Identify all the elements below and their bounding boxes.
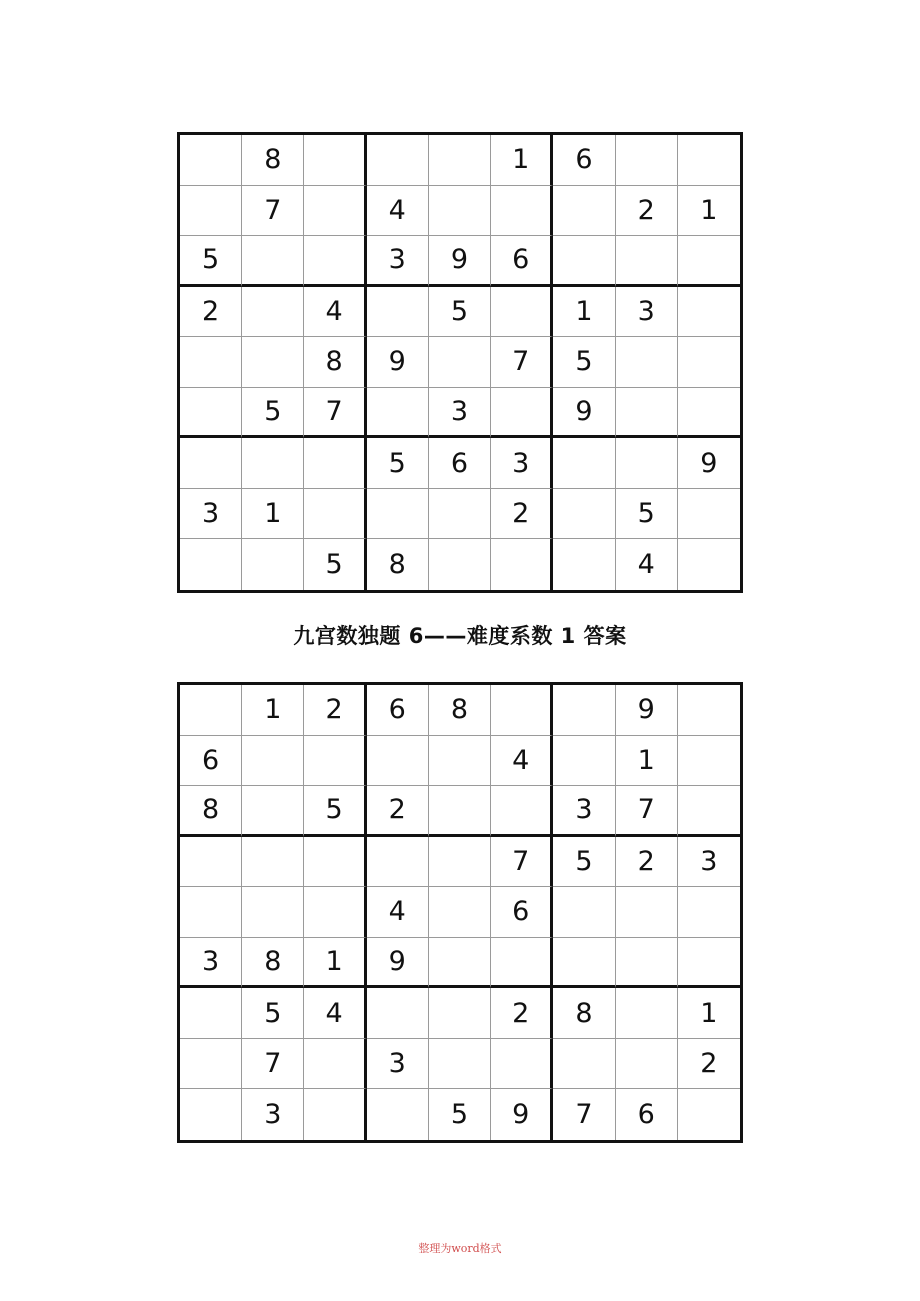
sudoku-cell: 2 [678, 1039, 740, 1090]
sudoku-cell [304, 1039, 366, 1090]
sudoku-cell [678, 287, 740, 338]
sudoku-cell [367, 287, 429, 338]
sudoku-cell [180, 685, 242, 736]
sudoku-cell: 9 [616, 685, 678, 736]
sudoku-cell: 7 [242, 186, 304, 237]
sudoku-cell: 8 [304, 337, 366, 388]
sudoku-cell: 5 [367, 438, 429, 489]
sudoku-cell [491, 388, 553, 439]
sudoku-cell [304, 489, 366, 540]
sudoku-cell [491, 938, 553, 989]
sudoku-cell [429, 736, 491, 787]
sudoku-cell: 2 [180, 287, 242, 338]
sudoku-cell [367, 388, 429, 439]
sudoku-cell [491, 1039, 553, 1090]
sudoku-cell: 9 [429, 236, 491, 287]
sudoku-cell [304, 736, 366, 787]
sudoku-cell: 3 [678, 837, 740, 888]
sudoku-cell: 8 [367, 539, 429, 590]
sudoku-cell [180, 1089, 242, 1140]
sudoku-cell: 2 [304, 685, 366, 736]
sudoku-cell [304, 1089, 366, 1140]
sudoku-grid-bottom [177, 682, 743, 1143]
sudoku-cell [304, 837, 366, 888]
sudoku-cell: 9 [553, 388, 615, 439]
sudoku-cell [429, 337, 491, 388]
sudoku-cell: 4 [367, 887, 429, 938]
sudoku-cell: 9 [367, 337, 429, 388]
sudoku-cell: 9 [678, 438, 740, 489]
sudoku-cell: 2 [491, 988, 553, 1039]
sudoku-cell: 3 [180, 938, 242, 989]
sudoku-cell: 8 [429, 685, 491, 736]
sudoku-cell [491, 539, 553, 590]
sudoku-cell [678, 388, 740, 439]
sudoku-cell: 7 [304, 388, 366, 439]
sudoku-cell [616, 988, 678, 1039]
sudoku-cell: 9 [491, 1089, 553, 1140]
sudoku-cell: 4 [304, 988, 366, 1039]
sudoku-cell: 7 [242, 1039, 304, 1090]
sudoku-cell [553, 236, 615, 287]
sudoku-cell: 1 [678, 186, 740, 237]
sudoku-cell [367, 1089, 429, 1140]
sudoku-cell [242, 887, 304, 938]
sudoku-cell: 3 [242, 1089, 304, 1140]
sudoku-cell: 3 [491, 438, 553, 489]
sudoku-cell [180, 337, 242, 388]
sudoku-cell: 5 [553, 337, 615, 388]
sudoku-cell: 1 [553, 287, 615, 338]
sudoku-cell: 6 [491, 887, 553, 938]
sudoku-cell [367, 837, 429, 888]
sudoku-cell: 8 [180, 786, 242, 837]
sudoku-cell [242, 736, 304, 787]
sudoku-cell [491, 287, 553, 338]
sudoku-cell: 5 [553, 837, 615, 888]
sudoku-cell [429, 135, 491, 186]
sudoku-cell [553, 186, 615, 237]
sudoku-cell [553, 685, 615, 736]
sudoku-cell: 6 [491, 236, 553, 287]
sudoku-cell [616, 337, 678, 388]
sudoku-cell [616, 438, 678, 489]
sudoku-cell [429, 186, 491, 237]
sudoku-cell: 7 [616, 786, 678, 837]
sudoku-cell [678, 685, 740, 736]
sudoku-cell [367, 988, 429, 1039]
sudoku-cell [180, 438, 242, 489]
sudoku-cell: 7 [491, 837, 553, 888]
sudoku-cell [242, 236, 304, 287]
sudoku-cell [678, 887, 740, 938]
sudoku-cell: 6 [553, 135, 615, 186]
sudoku-cell [553, 887, 615, 938]
sudoku-cell [616, 938, 678, 989]
sudoku-cell: 2 [616, 837, 678, 888]
sudoku-cell [678, 1089, 740, 1140]
sudoku-cell [429, 539, 491, 590]
sudoku-cell [491, 186, 553, 237]
sudoku-cell: 1 [304, 938, 366, 989]
sudoku-cell: 1 [678, 988, 740, 1039]
sudoku-cell [553, 539, 615, 590]
sudoku-cell [242, 337, 304, 388]
sudoku-cell [304, 186, 366, 237]
sudoku-cell [180, 887, 242, 938]
sudoku-cell [180, 388, 242, 439]
sudoku-cell: 6 [616, 1089, 678, 1140]
sudoku-cell: 5 [616, 489, 678, 540]
sudoku-cell: 5 [304, 539, 366, 590]
sudoku-cell: 5 [242, 988, 304, 1039]
sudoku-cell: 3 [180, 489, 242, 540]
sudoku-cell: 5 [429, 287, 491, 338]
sudoku-cell [553, 736, 615, 787]
sudoku-cell [616, 388, 678, 439]
sudoku-cell [367, 489, 429, 540]
sudoku-cell: 9 [367, 938, 429, 989]
sudoku-cell [180, 186, 242, 237]
sudoku-cell [304, 236, 366, 287]
sudoku-cell: 4 [304, 287, 366, 338]
sudoku-cell: 5 [180, 236, 242, 287]
sudoku-cell [304, 887, 366, 938]
sudoku-cell: 2 [491, 489, 553, 540]
sudoku-cell: 7 [491, 337, 553, 388]
sudoku-cell: 5 [242, 388, 304, 439]
sudoku-cell [553, 938, 615, 989]
sudoku-cell [429, 837, 491, 888]
sudoku-cell [616, 1039, 678, 1090]
section-title: 九宫数独题 6——难度系数 1 答案 [293, 624, 627, 648]
sudoku-grid-top [177, 132, 743, 593]
sudoku-cell: 8 [242, 938, 304, 989]
sudoku-cell: 6 [180, 736, 242, 787]
sudoku-cell [678, 539, 740, 590]
sudoku-cell: 1 [616, 736, 678, 787]
sudoku-cell [429, 1039, 491, 1090]
sudoku-cell [429, 938, 491, 989]
sudoku-cell: 1 [242, 489, 304, 540]
sudoku-cell [304, 135, 366, 186]
sudoku-cell: 3 [367, 1039, 429, 1090]
sudoku-cell [367, 736, 429, 787]
sudoku-cell: 1 [242, 685, 304, 736]
sudoku-cell [491, 786, 553, 837]
sudoku-cell [180, 539, 242, 590]
sudoku-cell: 8 [242, 135, 304, 186]
sudoku-cell [491, 685, 553, 736]
sudoku-cell [616, 236, 678, 287]
sudoku-cell: 5 [429, 1089, 491, 1140]
sudoku-cell [553, 1039, 615, 1090]
sudoku-cell [678, 135, 740, 186]
sudoku-cell [242, 438, 304, 489]
sudoku-cell [553, 489, 615, 540]
sudoku-cell: 6 [367, 685, 429, 736]
sudoku-cell [678, 236, 740, 287]
sudoku-cell [242, 786, 304, 837]
sudoku-cell: 4 [491, 736, 553, 787]
sudoku-cell [678, 337, 740, 388]
sudoku-cell: 3 [616, 287, 678, 338]
sudoku-cell [429, 786, 491, 837]
sudoku-cell: 3 [429, 388, 491, 439]
sudoku-cell [180, 1039, 242, 1090]
sudoku-cell [616, 135, 678, 186]
sudoku-cell: 3 [553, 786, 615, 837]
sudoku-cell: 8 [553, 988, 615, 1039]
sudoku-cell [242, 539, 304, 590]
sudoku-cell [678, 786, 740, 837]
sudoku-cell [429, 887, 491, 938]
sudoku-cell [304, 438, 366, 489]
sudoku-cell: 4 [367, 186, 429, 237]
sudoku-cell [180, 837, 242, 888]
sudoku-cell [242, 837, 304, 888]
sudoku-cell [616, 887, 678, 938]
sudoku-cell [678, 736, 740, 787]
footer-text: 整理为word格式 [418, 1242, 502, 1255]
sudoku-cell: 2 [367, 786, 429, 837]
sudoku-cell: 7 [553, 1089, 615, 1140]
sudoku-cell [678, 938, 740, 989]
sudoku-cell: 6 [429, 438, 491, 489]
sudoku-cell: 5 [304, 786, 366, 837]
sudoku-cell [553, 438, 615, 489]
sudoku-cell [180, 135, 242, 186]
sudoku-cell [678, 489, 740, 540]
sudoku-cell [367, 135, 429, 186]
sudoku-cell [429, 489, 491, 540]
sudoku-cell [180, 988, 242, 1039]
sudoku-cell: 2 [616, 186, 678, 237]
sudoku-cell [429, 988, 491, 1039]
sudoku-cell: 4 [616, 539, 678, 590]
sudoku-cell: 1 [491, 135, 553, 186]
sudoku-cell: 3 [367, 236, 429, 287]
sudoku-cell [242, 287, 304, 338]
